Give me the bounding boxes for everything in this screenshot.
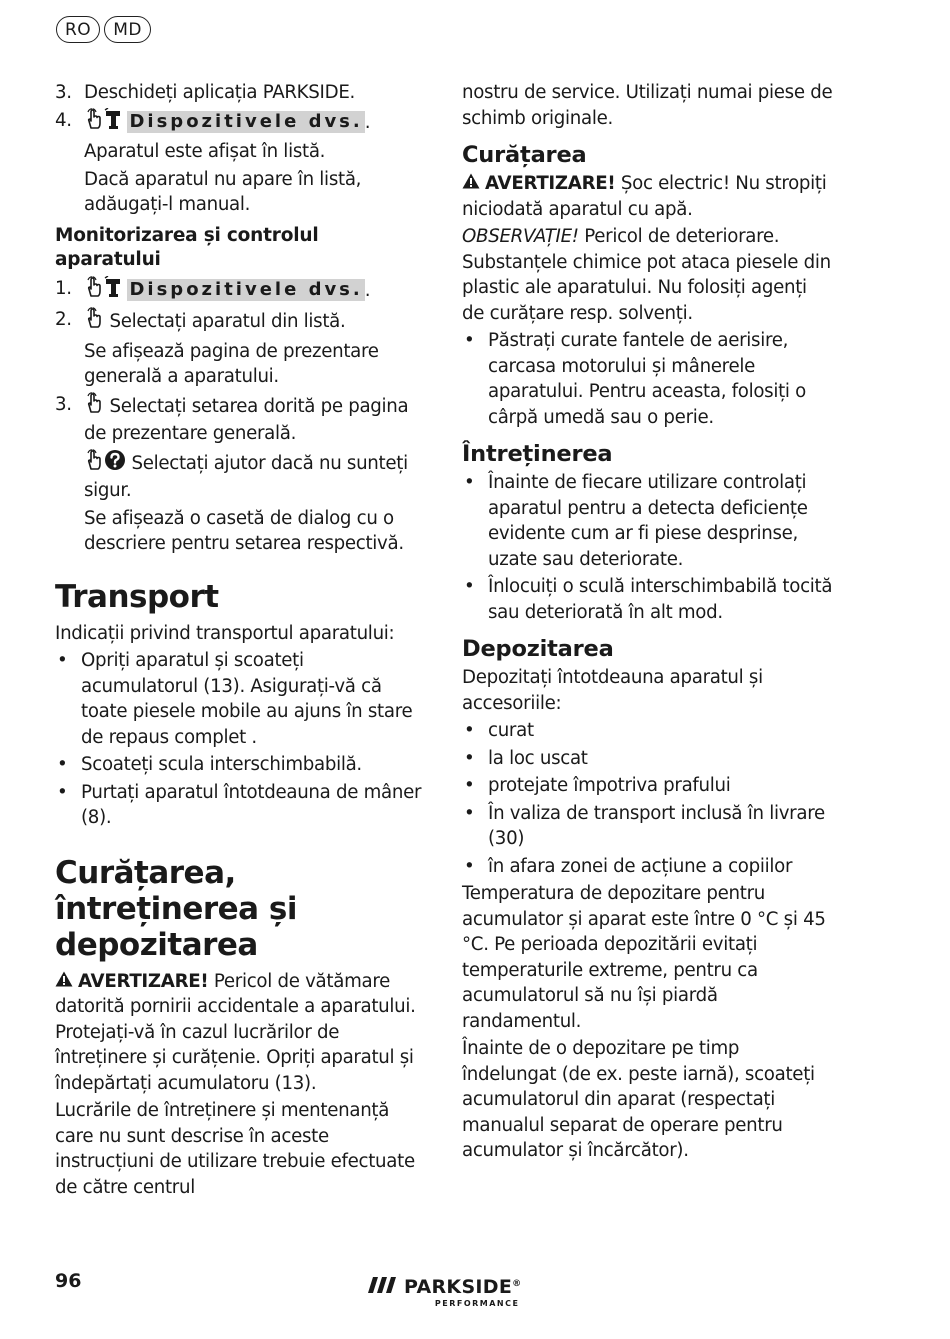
logo-brand: PARKSIDE: [404, 1276, 513, 1298]
app-step-3: 3. Deschideți aplicația PARKSIDE.: [55, 82, 355, 103]
list-item: • Opriți aparatul și scoateți acumulatorul (13). Asigurați-vă că toate piesele mobile au ajuns în stare de repaus complet .: [57, 650, 413, 748]
your-devices-button[interactable]: Dispozitivele dvs.: [129, 111, 363, 133]
page-number: 96: [55, 1270, 82, 1292]
tap-hand-icon: [84, 449, 104, 479]
storage-intro: Depozitați întotdeauna aparatul și accesoriile:: [462, 667, 763, 714]
monitoring-heading: Monitorizarea și controlul aparatului: [55, 224, 319, 270]
transport-intro: Indicații privind transportul aparatului:: [55, 622, 395, 644]
storage-heading: Depozitarea: [462, 636, 614, 663]
list-item: • curat: [464, 720, 534, 742]
list-item: • Înlocuiți o sculă interschimbabilă tocită sau deteriorată în alt mod.: [464, 576, 833, 623]
parkside-logo: PARKSIDE ® PERFORMANCE: [368, 1276, 521, 1308]
your-devices-button[interactable]: Dispozitivele dvs.: [129, 279, 363, 301]
tap-hand-icon: [84, 392, 104, 422]
list-item: • în afara zonei de acțiune a copiilor: [464, 855, 793, 877]
care-heading: Curățarea, întreținerea și depozitarea: [55, 854, 297, 963]
monitor-step-3-note: Se afișează o casetă de dialog cu o descriere pentru setarea respectivă.: [84, 507, 404, 554]
care-service-text: Lucrările de întreținere și mentenanță care nu sunt descrise în aceste instrucțiuni de utilizare trebuie efectuate de către centrul: [55, 1100, 415, 1198]
device-icon: [104, 276, 122, 306]
tap-hand-icon: [84, 108, 104, 138]
service-continuation: nostru de service. Utilizați numai piese de schimb originale.: [462, 82, 833, 129]
tap-hand-icon: [84, 276, 104, 306]
app-note-listed: Aparatul este afișat în listă.: [84, 141, 326, 162]
list-item: • Păstrați curate fantele de aerisire, carcasa motorului și mânerele aparatului. Pentru aceasta, folosiți o cârpă umedă sau o perie.: [464, 330, 806, 428]
cleaning-warning: AVERTIZARE! Șoc electric! Nu stropiți niciodată aparatul cu apă.: [462, 173, 827, 220]
list-item: • Înainte de fiecare utilizare controlați aparatul pentru a detecta deficiențe evidente cum ar fi piese desprinse, uzate sau deteriorate.: [464, 472, 808, 570]
left-column: [55, 80, 425, 1202]
logo-subtitle: PERFORMANCE: [434, 1299, 520, 1308]
monitor-step-2-note: Se afișează pagina de prezentare generală a aparatului.: [84, 340, 379, 387]
list-item: • În valiza de transport inclusă în livrare (30): [464, 802, 825, 850]
cleaning-heading: Curățarea: [462, 142, 587, 168]
storage-long-term: Înainte de o depozitare pe timp îndelungat (de ex. peste iarnă), scoateți acumulatorul din aparat (respectați manualul separat de operare pentru acumulator și încărcător).: [462, 1038, 815, 1162]
list-item: • protejate împotriva prafului: [464, 775, 731, 797]
cleaning-note: OBSERVAȚIE! Pericol de deteriorare. Substanțele chimice pot ataca piesele din plastic ale aparatului. Nu folosiți agenți de curățare resp. solvenți.: [462, 226, 831, 324]
device-icon: [104, 108, 122, 138]
warning-triangle-icon: [462, 171, 480, 197]
right-column: [462, 80, 834, 1166]
list-item: • Scoateți scula interschimbabilă.: [57, 754, 362, 775]
monitor-step-1: 1. Dispozitivele dvs. .: [55, 276, 425, 306]
list-item: • Purtați aparatul întotdeauna de mâner (8).: [57, 781, 422, 828]
logo-slashes-icon: [368, 1276, 398, 1298]
storage-temperature: Temperatura de depozitare pentru acumulator și aparat este între 0 °C și 45 °C. Pe perioada depozitării evitați temperaturile extreme, pentru ca acumulatorul să nu își piardă randamentul.: [462, 883, 826, 1032]
language-badge-md: MD: [104, 16, 151, 43]
app-step-4: 4. Dispozitivele dvs. .: [55, 108, 425, 138]
transport-heading: Transport: [55, 578, 219, 615]
monitor-step-3-help: Selectați ajutor dacă nu sunteți sigur.: [55, 449, 425, 504]
language-badges: [56, 16, 151, 43]
care-warning: AVERTIZARE! Pericol de vătămare datorită pornirii accidentale a aparatului. Protejați-vă în cazul lucrărilor de întreținere și curățenie. Opriți aparatul și îndepărtați acumulatoru (13).: [55, 970, 416, 1094]
language-badge-ro: RO: [56, 16, 100, 43]
app-note-add-manually: Dacă aparatul nu apare în listă, adăugați-l manual.: [84, 168, 362, 215]
maintenance-heading: Întreținerea: [462, 441, 613, 468]
monitor-step-2: 2. Selectați aparatul din listă.: [55, 307, 425, 337]
tap-hand-icon: [84, 307, 104, 337]
help-icon[interactable]: [104, 449, 126, 479]
monitor-step-3: 3. Selectați setarea dorită pe pagina de prezentare generală.: [55, 393, 409, 444]
list-item: • la loc uscat: [464, 747, 588, 769]
warning-triangle-icon: [55, 969, 73, 995]
